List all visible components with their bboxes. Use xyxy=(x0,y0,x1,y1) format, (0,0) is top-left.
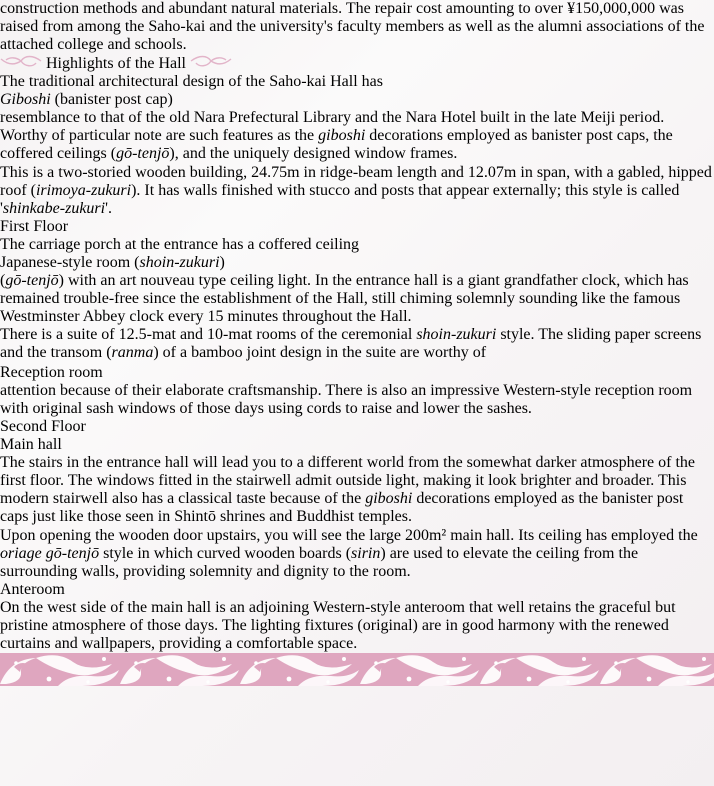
carriage-porch-paragraph: (gō-tenjō) with an art nouveau type ceiling light. In the entrance hall is a giant grandfather clock, which has remained trouble-free since the establishment of the Hall, still chiming solemnly sounding like the famous Westminster Abbey clock every 15 minutes throughout the Hall. xyxy=(0,272,689,325)
giboshi-caption: Giboshi (banister post cap) xyxy=(0,91,173,108)
stairs-paragraph: The stairs in the entrance hall will lead you to a different world from the somewhat darker atmosphere of the first floor. The windows fitted in the stairwell admit outside light, making it look brighter and broader. This modern stairwell also has a classical taste because of the giboshi decorations employed as the banister post caps just like those seen in Shintō shrines and Buddhist temples. xyxy=(0,454,696,525)
japanese-room-figure xyxy=(0,254,714,272)
second-floor-label: Second Floor xyxy=(0,418,86,435)
flourish-left-icon xyxy=(0,54,42,68)
top-pink-edge-bar xyxy=(0,0,714,9)
second-floor-header xyxy=(0,418,714,436)
anteroom-paragraph: On the west side of the main hall is an adjoining Western-style anteroom that well retains the graceful but pristine atmosphere of those days. The lighting fixtures (original) are in good harmony with the renewed curtains and wallpapers, providing a comfortable space. xyxy=(0,599,676,652)
first-floor-label: First Floor xyxy=(0,218,69,235)
anteroom-caption: Anteroom xyxy=(0,581,65,598)
main-hall-caption: Main hall xyxy=(0,436,62,453)
right-column xyxy=(0,364,714,653)
first-floor-header xyxy=(0,218,714,236)
japanese-room-caption: Japanese-style room (shoin-zukuri) xyxy=(0,254,225,271)
highlights-heading-row xyxy=(0,54,714,73)
giboshi-figure xyxy=(0,91,714,109)
floral-border xyxy=(0,653,714,686)
anteroom-figure xyxy=(0,581,714,599)
intro-paragraph: construction methods and abundant natural materials. The repair cost amounting to over ¥150,000,000 was raised from among the Saho-kai and the university's faculty members as well as the alumni associations of the attached college and schools. xyxy=(0,0,705,53)
suite-paragraph: There is a suite of 12.5-mat and 10-mat rooms of the ceremonial shoin-zukuri style. The sliding paper screens and the transom (ranma) of a bamboo joint design in the suite are worthy of xyxy=(0,326,702,361)
upstairs-paragraph: Upon opening the wooden door upstairs, you will see the large 200m² main hall. Its ceiling has employed the oriage gō-tenjō style in which curved wooden boards (sirin) are used to elevate the ceiling from the surrounding walls, providing solemnity and dignity to the room. xyxy=(0,527,698,580)
building-dimensions-paragraph: This is a two-storied wooden building, 24.75m in ridge-beam length and 12.07m in span, with a gabled, hipped roof (irimoya-zukuri). It has walls finished with stucco and posts that appear externally; this style is called 'shinkabe-zukuri'. xyxy=(0,164,712,217)
craftsmanship-paragraph: attention because of their elaborate craftsmanship. There is also an impressive Western-style reception room with original sash windows of those days using cords to raise and lower the sashes. xyxy=(0,382,693,417)
reception-caption: Reception room xyxy=(0,364,103,381)
carriage-porch-lead: The carriage porch at the entrance has a coffered ceiling xyxy=(0,236,360,253)
highlights-heading: Highlights of the Hall xyxy=(46,55,186,72)
flourish-right-icon xyxy=(190,54,232,68)
main-hall-figure xyxy=(0,436,714,454)
traditional-design-lead: The traditional architectural design of the Saho-kai Hall has xyxy=(0,73,383,90)
reception-figure xyxy=(0,364,714,382)
traditional-design-paragraph: resemblance to that of the old Nara Prefectural Library and the Nara Hotel built in the late Meiji period. Worthy of particular note are such features as the giboshi decorations employed as banister post caps, the coffered ceilings (gō-tenjō), and the uniquely designed window frames. xyxy=(0,109,673,162)
left-column xyxy=(0,0,714,362)
